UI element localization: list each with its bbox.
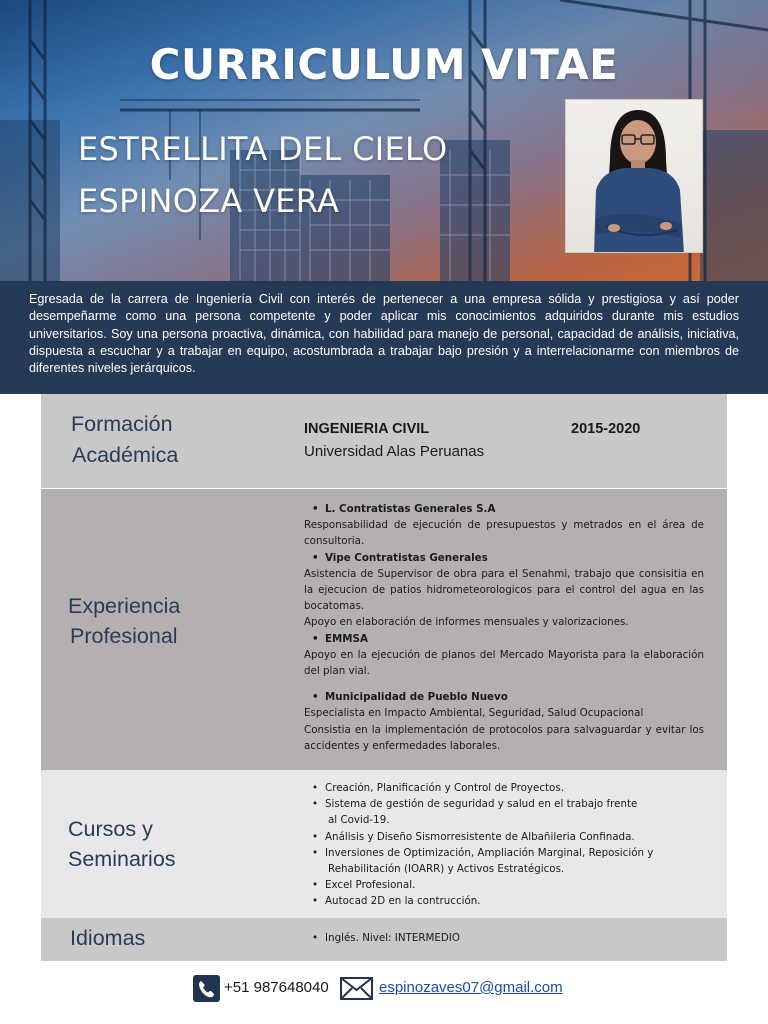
experience-company: • L. Contratistas Generales S.A (304, 501, 704, 517)
courses-list (304, 780, 704, 910)
experience-description: Especialista en Impacto Ambiental, Seguridad, Salud Ocupacional (304, 707, 644, 720)
person-portrait-icon (566, 100, 703, 253)
experiencia-title-line1: Experiencia (68, 594, 181, 618)
formacion-title-line1: Formación (71, 412, 173, 436)
section-experiencia-profesional (41, 489, 727, 770)
languages-list (304, 930, 704, 946)
edu-years: 2015-2020 (571, 421, 641, 437)
experience-company: • EMMSA (304, 631, 704, 647)
phone-number: +51 987648040 (224, 979, 329, 996)
cv-title: CURRICULUM VITAE (149, 40, 619, 89)
experience-description: Asistencia de Supervisor de obra para el Senahmi, trabajo que consisitia en la ejecucion de patios hidrometeorologicos para el control del agua en las bocatomas. (304, 567, 704, 613)
edu-degree: INGENIERIA CIVIL (304, 421, 430, 437)
header-banner (0, 0, 768, 281)
email-link[interactable]: espinozaves07@gmail.com (379, 979, 563, 996)
name-line-last: ESPINOZA VERA (78, 182, 340, 220)
course-item: • Excel Profesional. (304, 877, 704, 893)
course-item: • Creación, Planificación y Control de Proyectos. (304, 780, 704, 796)
experience-list (304, 501, 704, 754)
summary-text: Egresada de la carrera de Ingeniería Civil con interés de pertenecer a una empresa sólida y prestigiosa y así poder desempeñarme como una persona competente y poder aplicar mis conocimientos adquiridos durante mis estudios universitarios. Soy una persona proactiva, dinámica, con habilidad para manejo de personal, capacidad de análisis, iniciativa, dispuesta a escuchar y a trabajar en equipo, acostumbrada a trabajar bajo presión y a interrelacionarme con miembros de diferentes niveles jerárquicos. (29, 292, 739, 376)
mail-icon (340, 977, 373, 1000)
idiomas-title: Idiomas (70, 926, 146, 950)
experiencia-title-line2: Profesional (70, 624, 178, 648)
profile-photo (565, 99, 703, 253)
course-item: • Análisis y Diseño Sismorresistente de Albañileria Confinada. (304, 829, 704, 845)
spacer (304, 679, 704, 689)
section-cursos-seminarios (41, 770, 727, 918)
course-item: • Autocad 2D en la contrucción. (304, 893, 704, 909)
cursos-title-line1: Cursos y (68, 817, 153, 841)
formacion-title-line2: Académica (72, 443, 179, 467)
experience-company: • Municipalidad de Pueblo Nuevo (304, 689, 704, 705)
profile-summary (0, 281, 768, 394)
edu-school: Universidad Alas Peruanas (304, 443, 485, 460)
course-item: • Sistema de gestión de seguridad y salud en el trabajo frente al Covid-19. (304, 796, 704, 828)
contact-footer (0, 972, 768, 1004)
phone-icon (193, 975, 220, 1002)
section-idiomas (41, 918, 727, 961)
language-item: • Inglés. Nivel: INTERMEDIO (304, 930, 704, 946)
experience-company: • Vipe Contratistas Generales (304, 550, 704, 566)
experience-description: Consistia en la implementación de protocolos para salvaguardar y evitar los accidentes y enfermedades laborales. (304, 723, 704, 752)
name-line-first: ESTRELLITA DEL CIELO (78, 130, 448, 168)
cursos-title-line2: Seminarios (68, 847, 176, 871)
experience-description: Apoyo en elaboración de informes mensuales y valorizaciones. (304, 616, 629, 629)
experience-description: Apoyo en la ejecución de planos del Mercado Mayorista para la elaboración del plan vial. (304, 648, 704, 678)
experience-description: Responsabilidad de ejecución de presupuestos y metrados en el área de consultoria. (304, 519, 704, 548)
course-item: • Inversiones de Optimización, Ampliación Marginal, Reposición y Rehabilitación (IOARR) y Activos Estratégicos. (304, 845, 704, 877)
section-formacion-academica (41, 394, 727, 488)
